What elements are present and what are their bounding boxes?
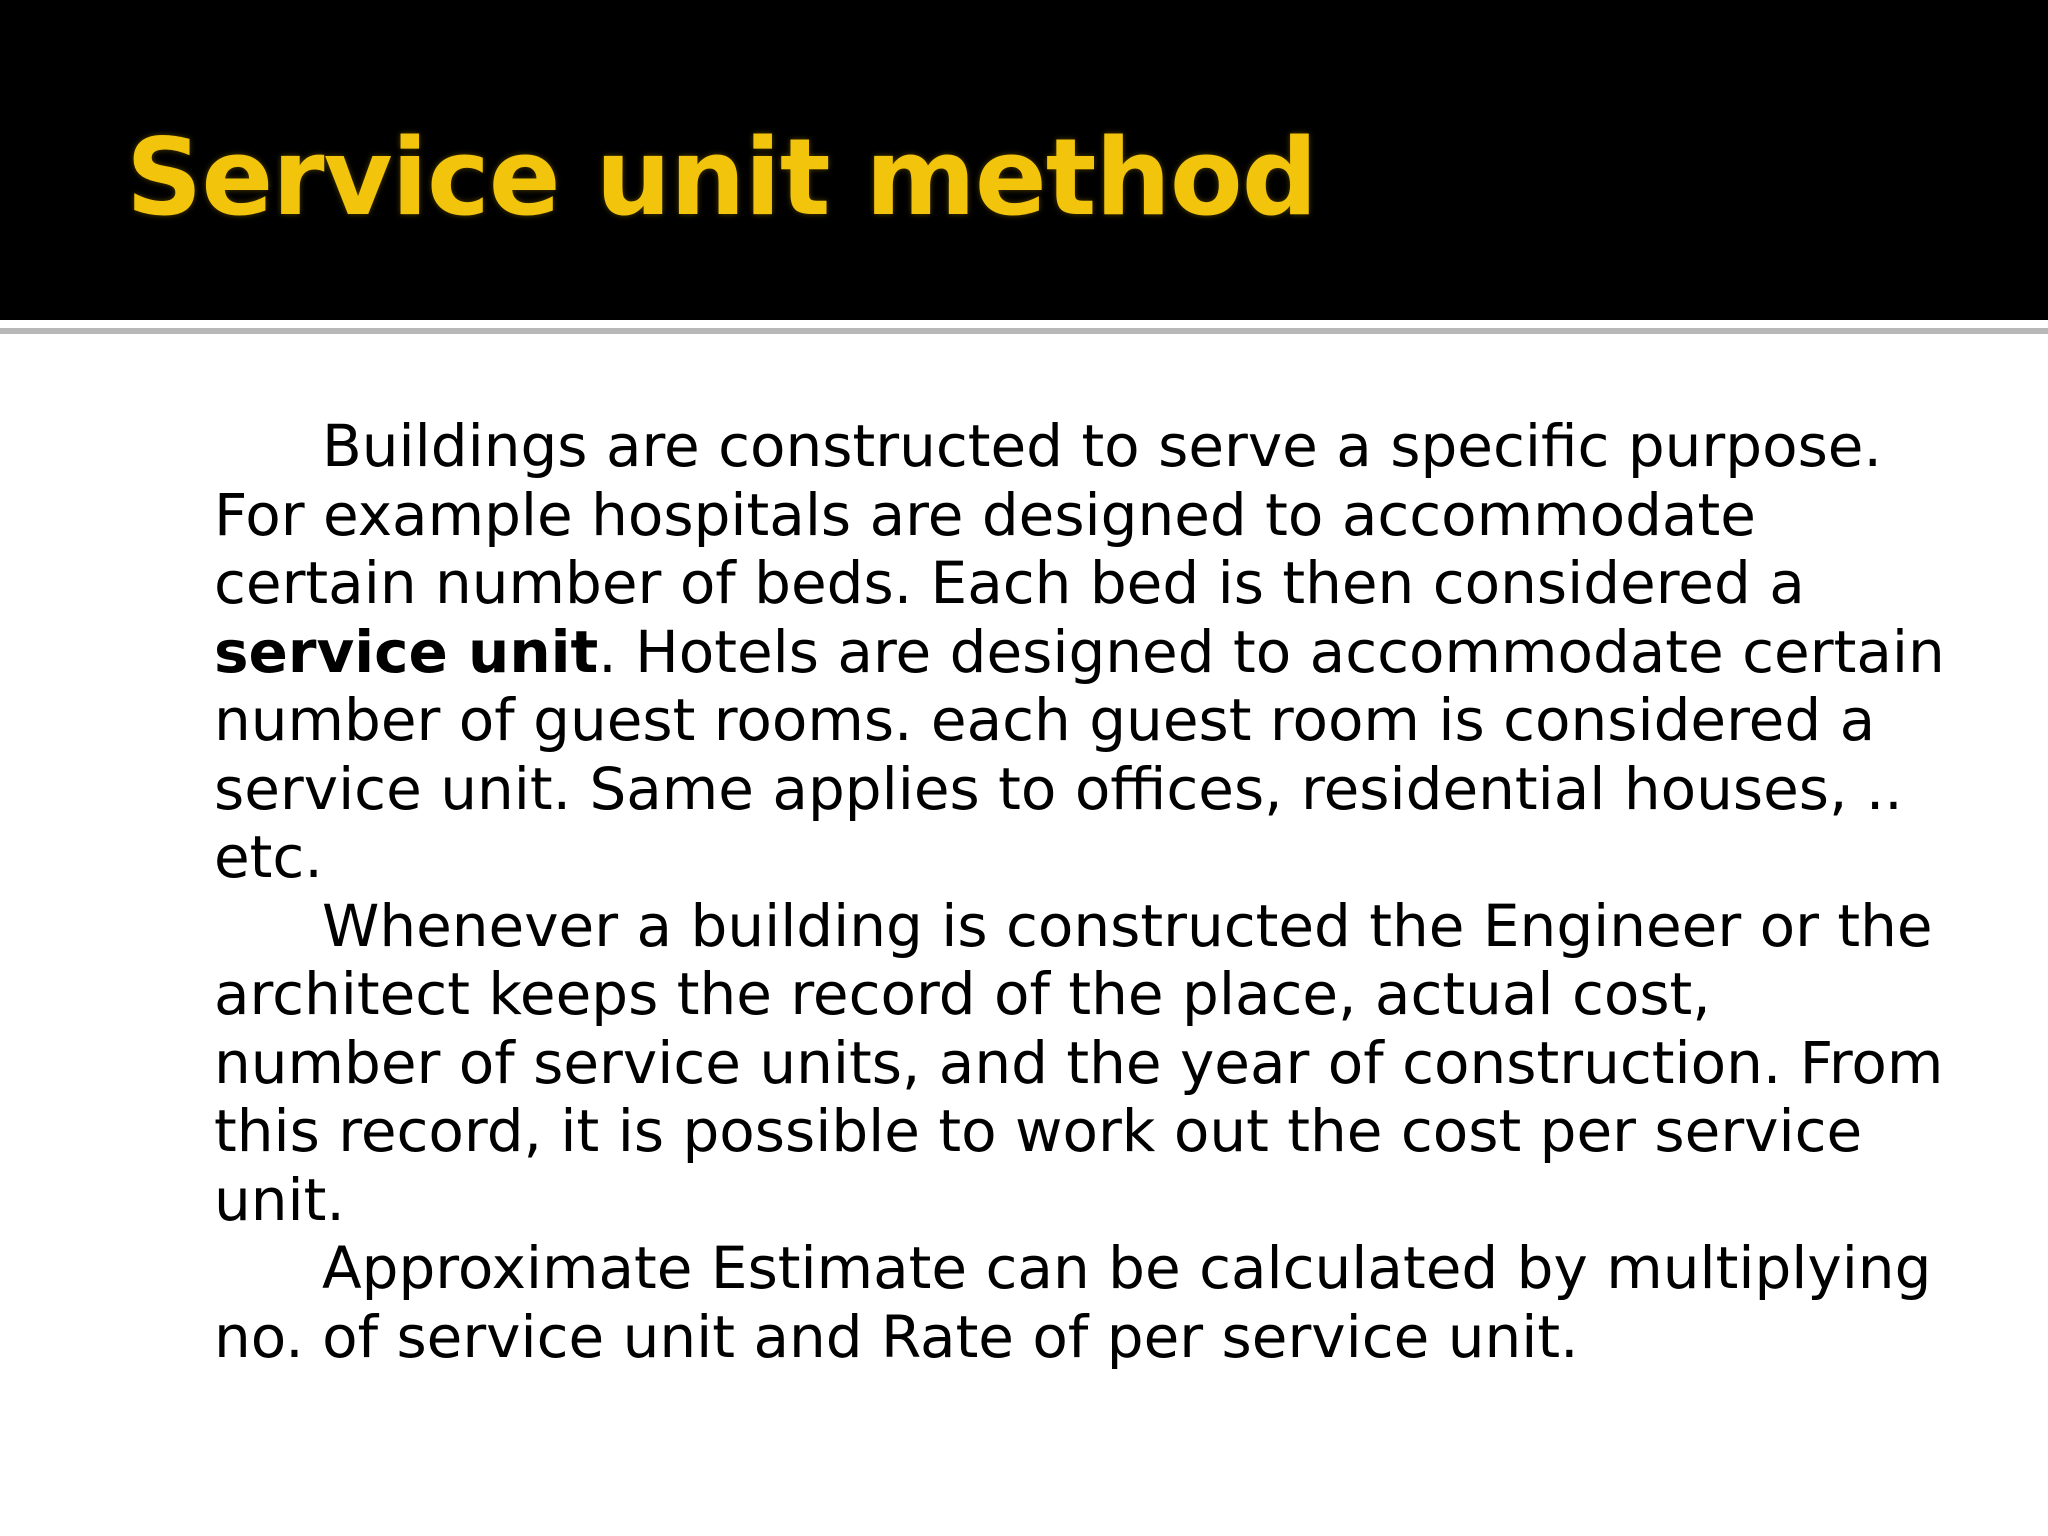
paragraph-approximate-estimate: Approximate Estimate can be calculated by multiplying no. of service unit and Rate of per service unit. [214,1234,1932,1371]
paragraph-1-text-start: Buildings are constructed to serve a specific purpose. For example hospitals are designed to accommodate certain number of beds. Each bed is then considered a [214,412,1882,617]
divider-gap [0,320,2048,326]
paragraph-service-unit-definition [214,412,1954,892]
paragraph-1-text-end: . Hotels are designed to accommodate certain number of guest rooms. each guest room is considered a service unit. Same applies to offices, residential houses, .. etc. [214,617,1945,891]
service-unit-bold-term: service unit [214,617,599,686]
title-band [0,0,2048,320]
divider-line [0,328,2048,334]
slide-title: Service unit method [126,116,1317,239]
paragraph-record-keeping: Whenever a building is constructed the Engineer or the architect keeps the record of the place, actual cost, number of service units, and the year of construction. From this record, it is possible to work out the cost per service unit. [214,891,1944,1234]
body-text [214,412,1954,1371]
